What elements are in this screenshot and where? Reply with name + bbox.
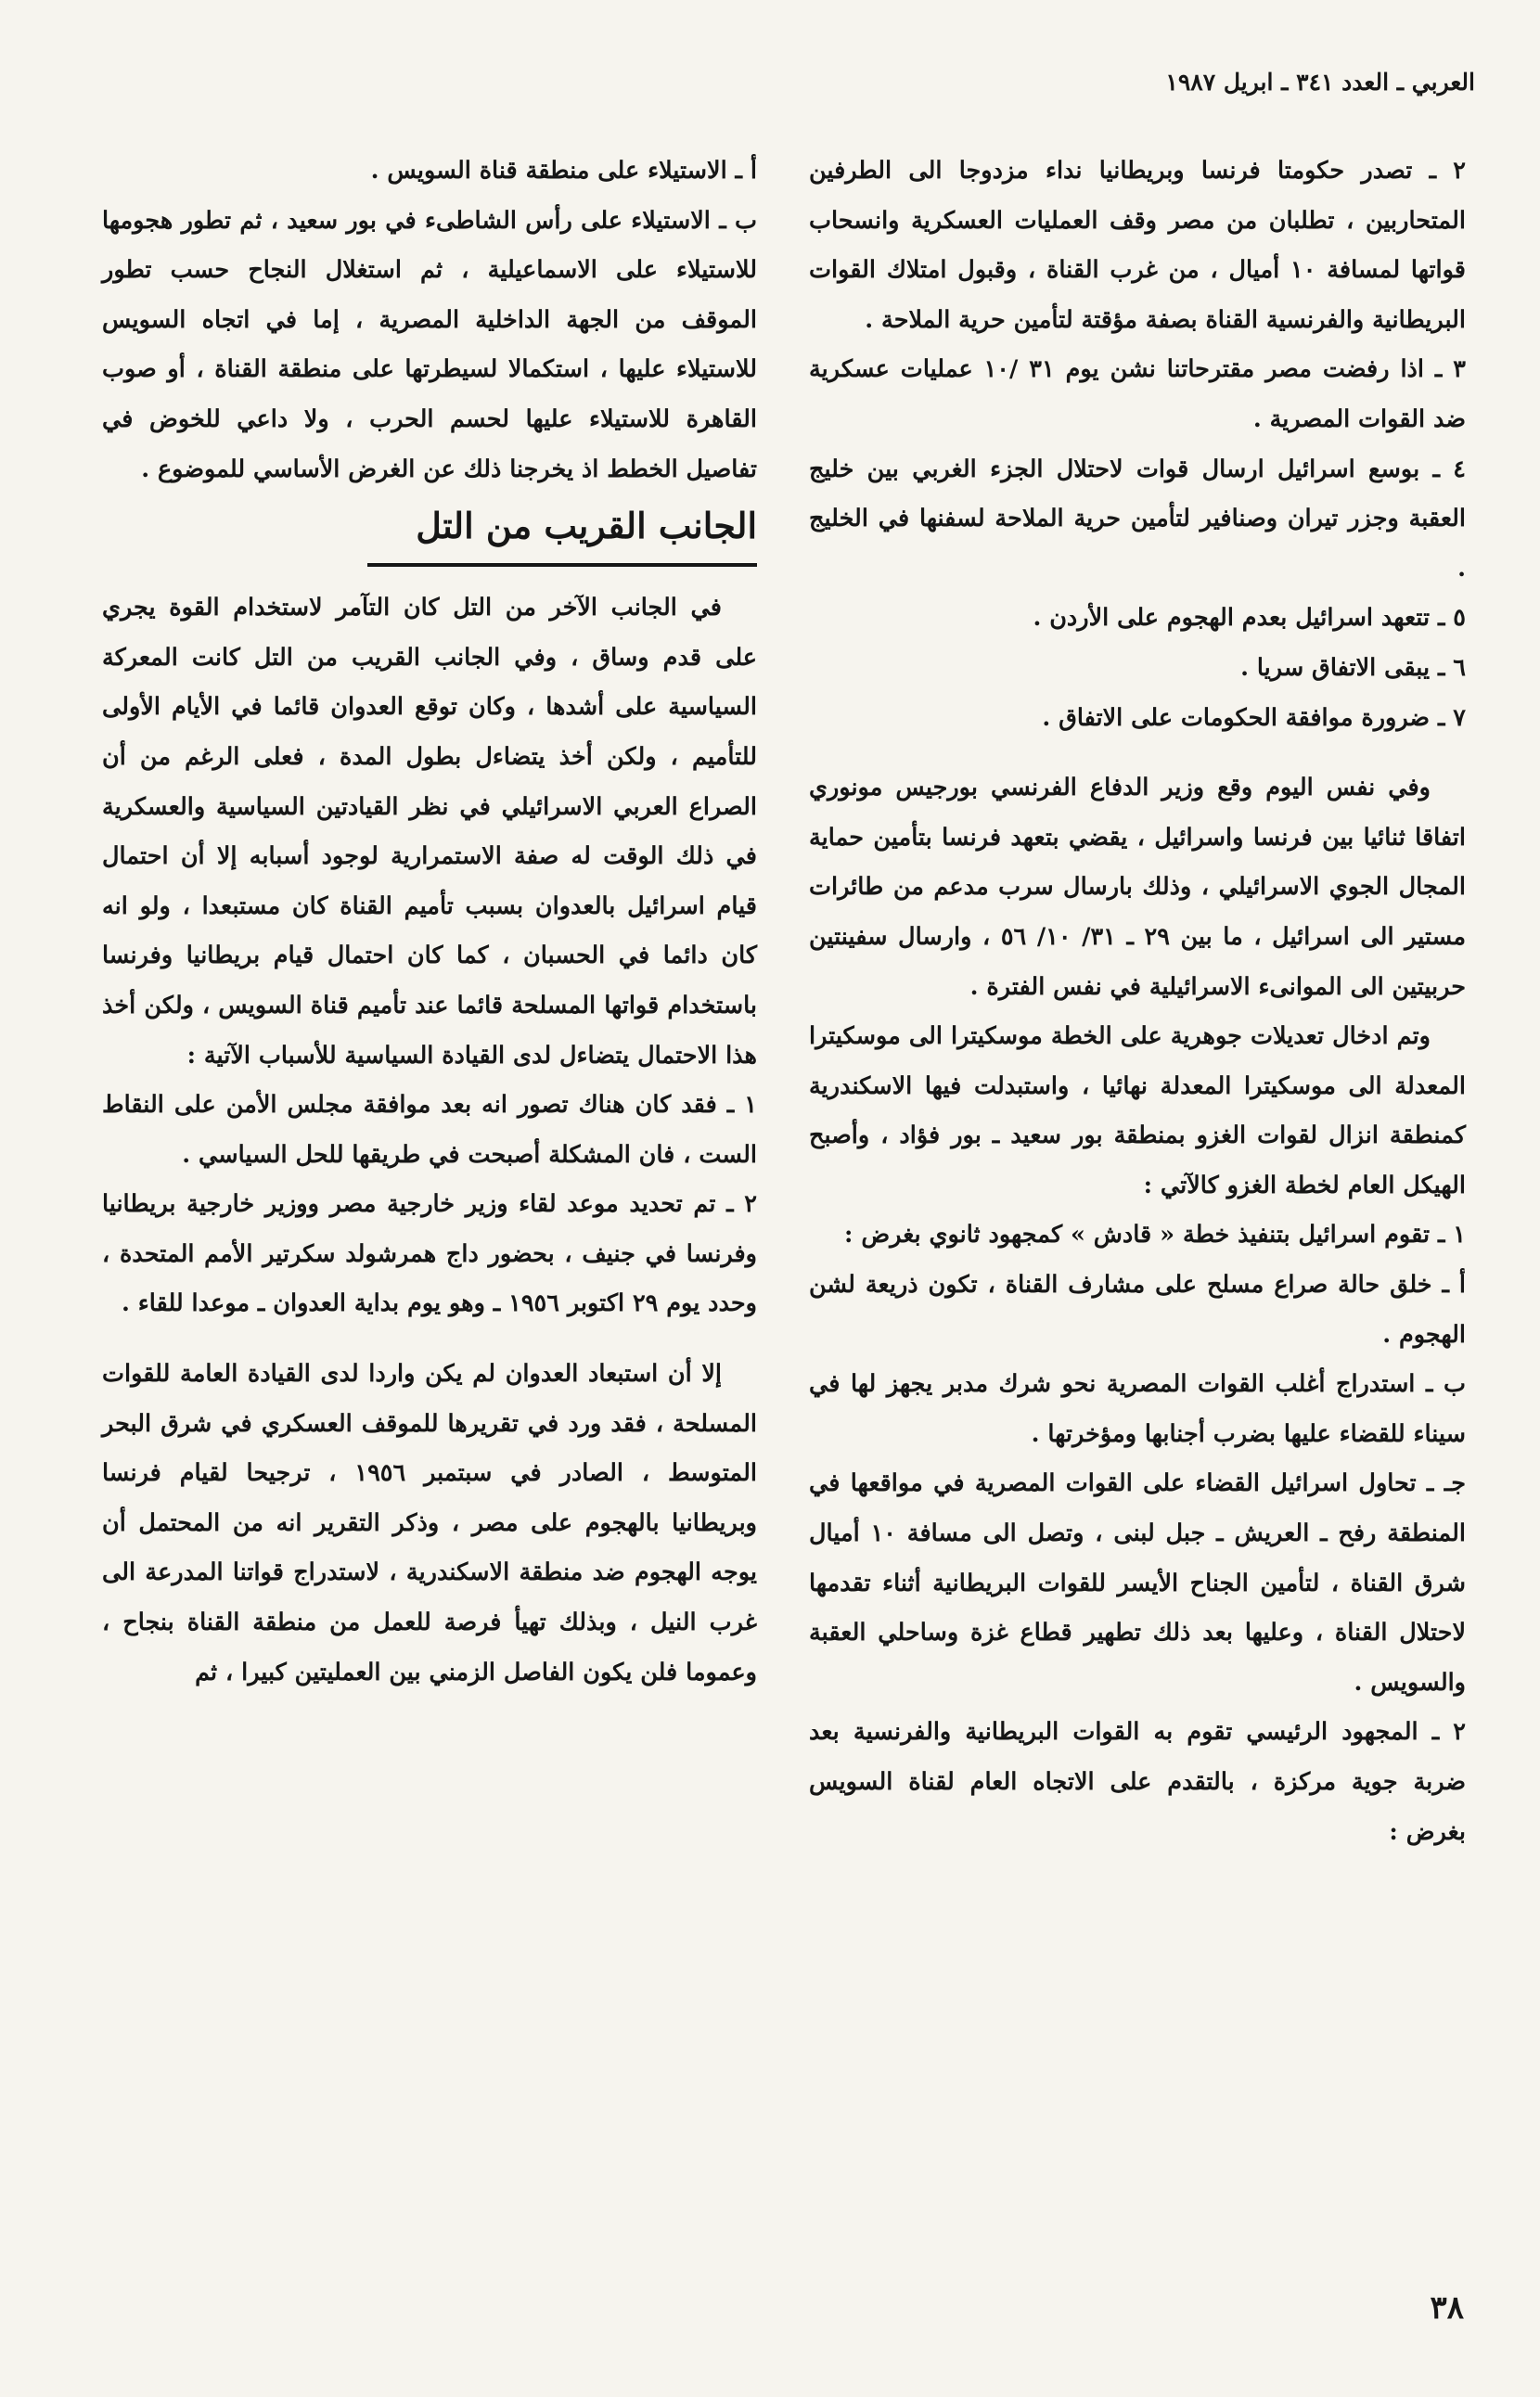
paragraph: أ ـ الاستيلاء على منطقة قناة السويس . bbox=[370, 157, 757, 185]
paragraph: ٣ ـ اذا رفضت مصر مقترحاتنا نشن يوم ٣١ /١٠ عمليات عسكرية ضد القوات المصرية . bbox=[809, 355, 1466, 433]
paragraph: وفي نفس اليوم وقع وزير الدفاع الفرنسي بورجيس مونوري اتفاقا ثنائيا بين فرنسا واسرائيل ، يقضي بتعهد فرنسا بتأمين حماية المجال الجوي الاسرائيلي ، وذلك بارسال سرب مدعم من طائرات مستير الى اسرائيل ، ما بين ٢٩ ـ ٣١/ ١٠/ ٥٦ ، وارسال سفينتين حربيتين الى الموانىء الاسرائيلية في نفس الفترة . bbox=[809, 774, 1466, 1001]
page-number: ٣٨ bbox=[1430, 2289, 1464, 2326]
paragraph: ٦ ـ يبقى الاتفاق سريا . bbox=[1240, 653, 1466, 682]
paragraph: ٢ ـ المجهود الرئيسي تقوم به القوات البريطانية والفرنسية بعد ضربة جوية مركزة ، بالتقدم على الاتجاه العام لقناة السويس بغرض : bbox=[809, 1718, 1466, 1846]
section-heading-wrap bbox=[102, 494, 757, 583]
paragraph: ب ـ الاستيلاء على رأس الشاطىء في بور سعيد ، ثم تطور هجومها للاستيلاء على الاسماعيلية ، ثم استغلال النجاح حسب تطور الموقف من الجهة الداخلية المصرية ، إما في اتجاه السويس للاستيلاء عليها ، استكمالا لسيطرتها على منطقة القناة ، أو صوب القاهرة للاستيلاء عليها لحسم الحرب ، ولا داعي للخوض في تفاصيل الخطط اذ يخرجنا ذلك عن الغرض الأساسي للموضوع . bbox=[102, 206, 757, 483]
paragraph: وتم ادخال تعديلات جوهرية على الخطة موسكيترا الى موسكيترا المعدلة الى موسكيترا المعدلة نهائيا ، واستبدلت فيها الاسكندرية كمنطقة انزال لقوات الغزو بمنطقة بور سعيد ـ بور فؤاد ، وأصبح الهيكل العام لخطة الغزو كالآتي : bbox=[809, 1022, 1466, 1199]
right-column bbox=[809, 147, 1466, 1857]
section-heading: الجانب القريب من التل bbox=[367, 498, 757, 567]
paragraph: ٧ ـ ضرورة موافقة الحكومات على الاتفاق . bbox=[1042, 703, 1466, 732]
paragraph: ب ـ استدراج أغلب القوات المصرية نحو شرك مدبر يجهز لها في سيناء للقضاء عليها بضرب أجنابها ومؤخرتها . bbox=[809, 1370, 1466, 1448]
paragraph: ٢ ـ تصدر حكومتا فرنسا وبريطانيا نداء مزدوجا الى الطرفين المتحاربين ، تطلبان من مصر وقف العمليات العسكرية وانسحاب قواتها لمسافة ١٠ أميال ، من غرب القناة ، وقبول امتلاك القوات البريطانية والفرنسية القناة بصفة مؤقتة لتأمين حرية الملاحة . bbox=[809, 157, 1466, 334]
paragraph: إلا أن استبعاد العدوان لم يكن واردا لدى القيادة العامة للقوات المسلحة ، فقد ورد في تقريرها للموقف العسكري في شرق البحر المتوسط ، الصادر في سبتمبر ١٩٥٦ ، ترجيحا لقيام فرنسا وبريطانيا بالهجوم على مصر ، وذكر التقرير انه من المحتمل أن يوجه الهجوم ضد منطقة الاسكندرية ، لاستدراج قواتنا المدرعة الى غرب النيل ، وبذلك تهيأ فرصة للعمل من منطقة القناة بنجاح ، وعموما فلن يكون الفاصل الزمني بين العمليتين كبيرا ، ثم bbox=[102, 1360, 757, 1686]
paragraph: ٥ ـ تتعهد اسرائيل بعدم الهجوم على الأردن . bbox=[1033, 604, 1466, 633]
paragraph: أ ـ خلق حالة صراع مسلح على مشارف القناة ، تكون ذريعة لشن الهجوم . bbox=[809, 1271, 1466, 1349]
paragraph: جـ ـ تحاول اسرائيل القضاء على القوات المصرية في مواقعها في المنطقة رفح ـ العريش ـ جبل لبنى ، وتصل الى مسافة ١٠ أميال شرق القناة ، لتأمين الجناح الأيسر للقوات البريطانية أثناء تقدمها لاحتلال القناة ، وعليها بعد ذلك تطهير قطاع غزة وساحلي العقبة والسويس . bbox=[809, 1469, 1466, 1697]
paragraph: ٤ ـ بوسع اسرائيل ارسال قوات لاحتلال الجزء الغربي بين خليج العقبة وجزر تيران وصنافير لتأمين حرية الملاحة لسفنها في الخليج . bbox=[809, 455, 1466, 583]
paragraph: ١ ـ تقوم اسرائيل بتنفيذ خطة « قادش » كمجهود ثانوي بغرض : bbox=[844, 1221, 1466, 1250]
left-column bbox=[102, 147, 757, 1698]
paragraph: ١ ـ فقد كان هناك تصور انه بعد موافقة مجلس الأمن على النقاط الست ، فان المشكلة أصبحت في طريقها للحل السياسي . bbox=[102, 1091, 757, 1169]
paragraph: في الجانب الآخر من التل كان التآمر لاستخدام القوة يجري على قدم وساق ، وفي الجانب القريب من التل كانت المعركة السياسية على أشدها ، وكان توقع العدوان قائما في الأيام الأولى للتأميم ، ولكن أخذ يتضاءل بطول المدة ، فعلى الرغم من أن الصراع العربي الاسرائيلي في نظر القيادتين السياسية والعسكرية في ذلك الوقت له صفة الاستمرارية لوجود أسبابه إلا أن احتمال قيام اسرائيل بالعدوان بسبب تأميم القناة كان مستبعدا ، ولو انه كان دائما في الحسبان ، كما كان احتمال قيام بريطانيا وفرنسا باستخدام قواتها المسلحة قائما عند تأميم قناة السويس ، ولكن أخذ هذا الاحتمال يتضاءل لدى القيادة السياسية للأسباب الآتية : bbox=[102, 594, 757, 1070]
paragraph: ٢ ـ تم تحديد موعد لقاء وزير خارجية مصر ووزير خارجية بريطانيا وفرنسا في جنيف ، بحضور داج همرشولد سكرتير الأمم المتحدة ، وحدد يوم ٢٩ اكتوبر ١٩٥٦ ـ وهو يوم بداية العدوان ـ موعدا للقاء . bbox=[102, 1190, 757, 1318]
running-header: العربي ـ العدد ٣٤١ ـ ابريل ١٩٨٧ bbox=[1165, 69, 1475, 96]
